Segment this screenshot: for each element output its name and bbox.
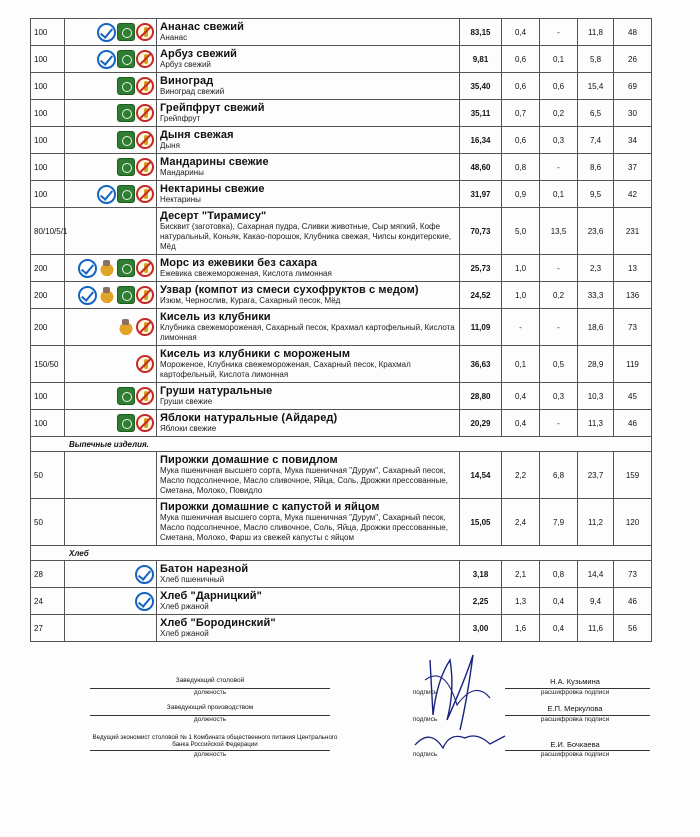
- sign-caption-1: подпись: [412, 689, 438, 696]
- diet-icons: [65, 127, 157, 154]
- no-gluten-icon: [136, 355, 154, 373]
- energy-value: 73: [614, 309, 652, 346]
- table-row: [31, 561, 652, 588]
- portion-weight: 28: [31, 561, 65, 588]
- no-gluten-icon: [136, 158, 154, 176]
- no-gluten-icon: [136, 131, 154, 149]
- protein-value: 2,4: [502, 499, 540, 546]
- calories-value: 35,11: [460, 100, 502, 127]
- calories-value: 83,15: [460, 19, 502, 46]
- table-row: [31, 452, 652, 499]
- dish-ingredients: Нектарины: [160, 195, 201, 204]
- carbs-value: 8,6: [578, 154, 614, 181]
- calories-value: 3,00: [460, 615, 502, 642]
- section-bread: [31, 546, 652, 561]
- dish-ingredients: Мука пшеничная высшего сорта, Мука пшеничная "Дурум", Сахарный песок, Масло подсолнечное, Масло сливочное, Яйца, Соль, Дрожжи прессованные, Сметана, Молоко, Повидло: [160, 466, 448, 495]
- diet-icons: [65, 282, 157, 309]
- portion-weight: 200: [31, 255, 65, 282]
- carbs-value: 23,7: [578, 452, 614, 499]
- energy-value: 73: [614, 561, 652, 588]
- calories-value: 28,80: [460, 383, 502, 410]
- eco-icon: [117, 158, 135, 176]
- carbs-value: 6,5: [578, 100, 614, 127]
- position-3: Ведущий экономист столовой № 1 Комбината общественного питания Центрального банка Российской Федерации: [92, 734, 338, 748]
- energy-value: 26: [614, 46, 652, 73]
- portion-weight: 100: [31, 127, 65, 154]
- dish-ingredients: Хлеб ржаной: [160, 602, 209, 611]
- energy-value: 159: [614, 452, 652, 499]
- dish-ingredients: Арбуз свежий: [160, 60, 211, 69]
- portion-weight: 50: [31, 452, 65, 499]
- dish-cell: [157, 255, 460, 282]
- calories-value: 35,40: [460, 73, 502, 100]
- dish-ingredients: Мука пшеничная высшего сорта, Мука пшеничная "Дурум", Сахарный песок, Масло подсолнечное, Масло сливочное, Соль, Яйца, Дрожжи прессованные, Сметана, Молоко, Фарш из свежей капусты с яйцом: [160, 513, 448, 542]
- protein-value: 0,1: [502, 346, 540, 383]
- fat-value: 0,5: [540, 346, 578, 383]
- dish-name: Хлеб "Дарницкий": [160, 590, 262, 602]
- dish-cell: [157, 282, 460, 309]
- check-icon: [78, 286, 97, 305]
- fat-value: 0,8: [540, 561, 578, 588]
- honey-icon: [98, 286, 116, 304]
- no-gluten-icon: [136, 23, 154, 41]
- no-gluten-icon: [136, 286, 154, 304]
- dish-cell: [157, 588, 460, 615]
- calories-value: 20,29: [460, 410, 502, 437]
- name-caption-2: расшифровка подписи: [540, 716, 610, 723]
- protein-value: 0,6: [502, 46, 540, 73]
- fat-value: 0,6: [540, 73, 578, 100]
- dish-ingredients: Бисквит (заготовка), Сахарная пудра, Сливки животные, Сыр мягкий, Кофе натуральный, Коньяк, Какао-порошок, Клубника свежая, Чипсы кондитерские, Мёд: [160, 222, 452, 251]
- position-2: Заведующий производством: [166, 704, 254, 711]
- portion-weight: 27: [31, 615, 65, 642]
- protein-value: 1,0: [502, 282, 540, 309]
- sign-caption-2: подпись: [412, 716, 438, 723]
- dish-cell: [157, 499, 460, 546]
- energy-value: 69: [614, 73, 652, 100]
- energy-value: 120: [614, 499, 652, 546]
- check-icon: [97, 50, 116, 69]
- dish-cell: [157, 181, 460, 208]
- dish-name: Груши натуральные: [160, 385, 273, 397]
- carbs-value: 10,3: [578, 383, 614, 410]
- protein-value: 0,6: [502, 73, 540, 100]
- fat-value: -: [540, 410, 578, 437]
- section-title: Выпечные изделия.: [31, 437, 652, 452]
- signer-name-2: Е.П. Меркулова: [547, 704, 603, 713]
- diet-icons: [65, 181, 157, 208]
- table-row: [31, 127, 652, 154]
- portion-weight: 100: [31, 19, 65, 46]
- portion-weight: 200: [31, 309, 65, 346]
- dish-name: Батон нарезной: [160, 563, 249, 575]
- fat-value: 0,1: [540, 181, 578, 208]
- dish-name: Хлеб "Бородинский": [160, 617, 276, 629]
- protein-value: 0,4: [502, 19, 540, 46]
- carbs-value: 11,6: [578, 615, 614, 642]
- fat-value: -: [540, 154, 578, 181]
- carbs-value: 7,4: [578, 127, 614, 154]
- check-icon: [97, 185, 116, 204]
- carbs-value: 2,3: [578, 255, 614, 282]
- dish-cell: [157, 452, 460, 499]
- no-gluten-icon: [136, 185, 154, 203]
- table-row: [31, 255, 652, 282]
- diet-icons: [65, 452, 157, 499]
- fat-value: 0,3: [540, 383, 578, 410]
- check-icon: [135, 565, 154, 584]
- dish-name: Морс из ежевики без сахара: [160, 257, 318, 269]
- check-icon: [135, 592, 154, 611]
- carbs-value: 18,6: [578, 309, 614, 346]
- menu-table: [30, 18, 652, 642]
- table-row: [31, 309, 652, 346]
- dish-ingredients: Клубника свежемороженая, Сахарный песок, Крахмал картофельный, Кислота лимонная: [160, 323, 455, 342]
- dish-cell: [157, 19, 460, 46]
- fat-value: 7,9: [540, 499, 578, 546]
- dish-ingredients: Хлеб ржаной: [160, 629, 209, 638]
- diet-icons: [65, 615, 157, 642]
- energy-value: 56: [614, 615, 652, 642]
- fat-value: 0,2: [540, 282, 578, 309]
- fat-value: -: [540, 255, 578, 282]
- honey-icon: [98, 259, 116, 277]
- diet-icons: [65, 309, 157, 346]
- table-row: [31, 208, 652, 255]
- table-row: [31, 346, 652, 383]
- dish-name: Кисель из клубники: [160, 311, 271, 323]
- protein-value: 0,7: [502, 100, 540, 127]
- dish-cell: [157, 346, 460, 383]
- signer-name-3: Е.И. Бочкаева: [550, 740, 600, 749]
- table-row: [31, 181, 652, 208]
- dish-name: Ананас свежий: [160, 21, 244, 33]
- position-caption-2: должность: [193, 716, 227, 723]
- diet-icons: [65, 73, 157, 100]
- section-bakery: [31, 437, 652, 452]
- dish-name: Грейпфрут свежий: [160, 102, 265, 114]
- no-gluten-icon: [136, 77, 154, 95]
- carbs-value: 11,8: [578, 19, 614, 46]
- dish-ingredients: Виноград свежий: [160, 87, 225, 96]
- eco-icon: [117, 104, 135, 122]
- protein-value: 2,2: [502, 452, 540, 499]
- energy-value: 231: [614, 208, 652, 255]
- protein-value: 1,6: [502, 615, 540, 642]
- fat-value: 13,5: [540, 208, 578, 255]
- dish-name: Десерт "Тирамису": [160, 210, 267, 222]
- energy-value: 119: [614, 346, 652, 383]
- dish-cell: [157, 561, 460, 588]
- calories-value: 14,54: [460, 452, 502, 499]
- calories-value: 16,34: [460, 127, 502, 154]
- fat-value: -: [540, 19, 578, 46]
- no-gluten-icon: [136, 318, 154, 336]
- calories-value: 36,63: [460, 346, 502, 383]
- handwritten-signatures: [395, 620, 515, 770]
- energy-value: 34: [614, 127, 652, 154]
- dish-name: Пирожки домашние с капустой и яйцом: [160, 501, 380, 513]
- portion-weight: 100: [31, 73, 65, 100]
- fat-value: 0,4: [540, 588, 578, 615]
- position-1: Заведующий столовой: [175, 677, 245, 684]
- dish-cell: [157, 46, 460, 73]
- dish-ingredients: Хлеб пшеничный: [160, 575, 225, 584]
- calories-value: 9,81: [460, 46, 502, 73]
- table-row: [31, 499, 652, 546]
- honey-icon: [117, 318, 135, 336]
- portion-weight: 150/50: [31, 346, 65, 383]
- diet-icons: [65, 561, 157, 588]
- carbs-value: 33,3: [578, 282, 614, 309]
- portion-weight: 100: [31, 410, 65, 437]
- calories-value: 2,25: [460, 588, 502, 615]
- protein-value: 1,0: [502, 255, 540, 282]
- portion-weight: 100: [31, 383, 65, 410]
- diet-icons: [65, 19, 157, 46]
- dish-name: Мандарины свежие: [160, 156, 269, 168]
- table-row: [31, 615, 652, 642]
- calories-value: 25,73: [460, 255, 502, 282]
- protein-value: 0,6: [502, 127, 540, 154]
- carbs-value: 28,9: [578, 346, 614, 383]
- calories-value: 3,18: [460, 561, 502, 588]
- dish-ingredients: Мороженое, Клубника свежемороженая, Сахарный песок, Крахмал картофельный, Кислота лимонная: [160, 360, 411, 379]
- protein-value: 0,4: [502, 383, 540, 410]
- protein-value: 5,0: [502, 208, 540, 255]
- calories-value: 15,05: [460, 499, 502, 546]
- dish-ingredients: Груши свежие: [160, 397, 213, 406]
- name-caption-3: расшифровка подписи: [540, 751, 610, 758]
- fat-value: -: [540, 309, 578, 346]
- no-gluten-icon: [136, 387, 154, 405]
- eco-icon: [117, 131, 135, 149]
- energy-value: 48: [614, 19, 652, 46]
- diet-icons: [65, 100, 157, 127]
- energy-value: 45: [614, 383, 652, 410]
- check-icon: [78, 259, 97, 278]
- table-row: [31, 154, 652, 181]
- table-row: [31, 46, 652, 73]
- dish-cell: [157, 309, 460, 346]
- eco-icon: [117, 23, 135, 41]
- no-gluten-icon: [136, 104, 154, 122]
- portion-weight: 100: [31, 100, 65, 127]
- diet-icons: [65, 588, 157, 615]
- carbs-value: 15,4: [578, 73, 614, 100]
- portion-weight: 100: [31, 181, 65, 208]
- calories-value: 70,73: [460, 208, 502, 255]
- portion-weight: 80/10/5/1: [31, 208, 65, 255]
- portion-weight: 100: [31, 154, 65, 181]
- diet-icons: [65, 410, 157, 437]
- carbs-value: 9,5: [578, 181, 614, 208]
- diet-icons: [65, 255, 157, 282]
- eco-icon: [117, 414, 135, 432]
- table-row: [31, 282, 652, 309]
- dish-name: Узвар (компот из смеси сухофруктов с медом): [160, 284, 419, 296]
- dish-ingredients: Грейпфрут: [160, 114, 201, 123]
- portion-weight: 100: [31, 46, 65, 73]
- diet-icons: [65, 383, 157, 410]
- energy-value: 46: [614, 588, 652, 615]
- diet-icons: [65, 46, 157, 73]
- dish-cell: [157, 208, 460, 255]
- dish-name: Виноград: [160, 75, 214, 87]
- protein-value: 0,4: [502, 410, 540, 437]
- table-row: [31, 100, 652, 127]
- eco-icon: [117, 185, 135, 203]
- carbs-value: 11,2: [578, 499, 614, 546]
- protein-value: 2,1: [502, 561, 540, 588]
- dish-cell: [157, 100, 460, 127]
- dish-cell: [157, 410, 460, 437]
- energy-value: 136: [614, 282, 652, 309]
- dish-ingredients: Ежевика свежемороженая, Кислота лимонная: [160, 269, 332, 278]
- table-row: [31, 410, 652, 437]
- fat-value: 6,8: [540, 452, 578, 499]
- carbs-value: 11,3: [578, 410, 614, 437]
- carbs-value: 5,8: [578, 46, 614, 73]
- diet-icons: [65, 346, 157, 383]
- dish-cell: [157, 127, 460, 154]
- energy-value: 13: [614, 255, 652, 282]
- fat-value: 0,1: [540, 46, 578, 73]
- section-title: Хлеб: [31, 546, 652, 561]
- fat-value: 0,3: [540, 127, 578, 154]
- dish-name: Яблоки натуральные (Айдаред): [160, 412, 338, 424]
- dish-ingredients: Мандарины: [160, 168, 204, 177]
- table-row: [31, 19, 652, 46]
- energy-value: 37: [614, 154, 652, 181]
- dish-cell: [157, 73, 460, 100]
- signer-name-1: Н.А. Кузьмина: [550, 677, 600, 686]
- eco-icon: [117, 387, 135, 405]
- position-caption-1: должность: [193, 689, 227, 696]
- table-row: [31, 383, 652, 410]
- calories-value: 24,52: [460, 282, 502, 309]
- carbs-value: 9,4: [578, 588, 614, 615]
- protein-value: 0,8: [502, 154, 540, 181]
- signature-row-3: [90, 734, 650, 767]
- sign-caption-3: подпись: [412, 751, 438, 758]
- no-gluten-icon: [136, 50, 154, 68]
- dish-ingredients: Изюм, Чернослив, Курага, Сахарный песок, Мёд: [160, 296, 341, 305]
- calories-value: 31,97: [460, 181, 502, 208]
- no-gluten-icon: [136, 414, 154, 432]
- dish-ingredients: Яблоки свежие: [160, 424, 217, 433]
- check-icon: [97, 23, 116, 42]
- portion-weight: 200: [31, 282, 65, 309]
- eco-icon: [117, 77, 135, 95]
- name-caption-1: расшифровка подписи: [540, 689, 610, 696]
- eco-icon: [117, 50, 135, 68]
- protein-value: 1,3: [502, 588, 540, 615]
- energy-value: 30: [614, 100, 652, 127]
- diet-icons: [65, 499, 157, 546]
- portion-weight: 24: [31, 588, 65, 615]
- dish-name: Дыня свежая: [160, 129, 234, 141]
- no-gluten-icon: [136, 259, 154, 277]
- dish-cell: [157, 383, 460, 410]
- energy-value: 46: [614, 410, 652, 437]
- carbs-value: 14,4: [578, 561, 614, 588]
- energy-value: 42: [614, 181, 652, 208]
- eco-icon: [117, 259, 135, 277]
- fat-value: 0,4: [540, 615, 578, 642]
- fat-value: 0,2: [540, 100, 578, 127]
- dish-cell: [157, 154, 460, 181]
- position-caption-3: должность: [193, 751, 227, 758]
- carbs-value: 23,6: [578, 208, 614, 255]
- signature-row-2: [90, 704, 650, 737]
- table-row: [31, 588, 652, 615]
- calories-value: 48,60: [460, 154, 502, 181]
- dish-name: Нектарины свежие: [160, 183, 265, 195]
- protein-value: -: [502, 309, 540, 346]
- dish-name: Арбуз свежий: [160, 48, 238, 60]
- eco-icon: [117, 286, 135, 304]
- protein-value: 0,9: [502, 181, 540, 208]
- portion-weight: 50: [31, 499, 65, 546]
- table-row: [31, 73, 652, 100]
- diet-icons: [65, 208, 157, 255]
- signatures-block: [90, 677, 650, 830]
- dish-name: Кисель из клубники с мороженым: [160, 348, 351, 360]
- dish-ingredients: Дыня: [160, 141, 180, 150]
- dish-ingredients: Ананас: [160, 33, 188, 42]
- calories-value: 11,09: [460, 309, 502, 346]
- diet-icons: [65, 154, 157, 181]
- dish-name: Пирожки домашние с повидлом: [160, 454, 338, 466]
